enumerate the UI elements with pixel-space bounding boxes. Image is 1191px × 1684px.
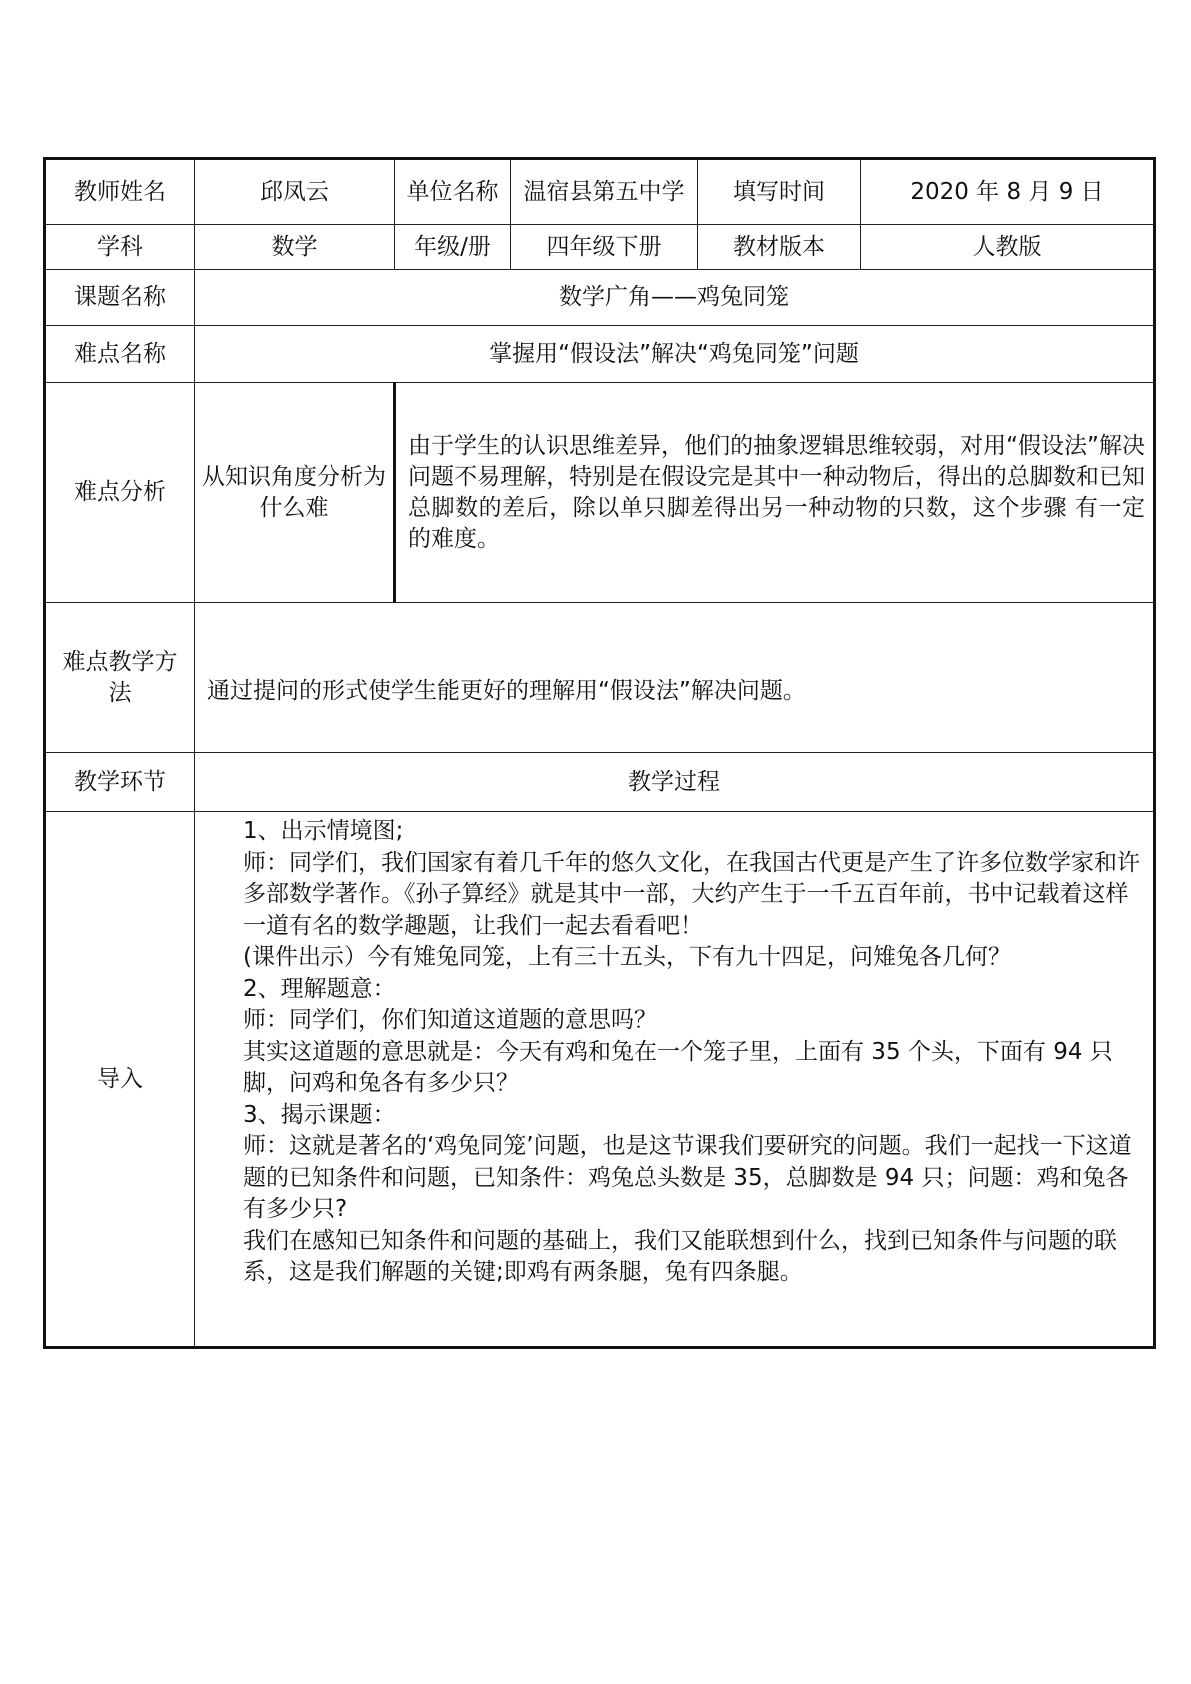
lesson-plan-form	[43, 157, 1153, 1349]
intro-line-7: 3、揭示课题：	[243, 1101, 396, 1128]
method-label: 难点教学方法	[45, 603, 195, 753]
lesson-plan-table	[43, 157, 1156, 1349]
difficulty-row	[45, 326, 1155, 383]
intro-line-3: (课件出示）今有雉兔同笼，上有三十五头，下有九十四足，问雉兔各几何？	[243, 944, 1011, 970]
edition-value: 人教版	[861, 225, 1155, 270]
topic-row	[45, 270, 1155, 326]
analysis-label: 难点分析	[45, 383, 195, 603]
analysis-row	[45, 383, 1155, 603]
topic-value: 数学广角——鸡兔同笼	[195, 270, 1155, 326]
grade-value: 四年级下册	[511, 225, 698, 270]
intro-row	[45, 812, 1155, 1348]
difficulty-label: 难点名称	[45, 326, 195, 383]
header-row	[45, 159, 1155, 225]
intro-line-6: 其实这道题的意思就是：今天有鸡和兔在一个笼子里，上面有 35 个头，下面有 94 只脚，问鸡和兔各有多少只？	[243, 1038, 1113, 1096]
intro-line-2: 师：同学们，我们国家有着几千年的悠久文化，在我国古代更是产生了许多位数学家和许多部数学著作。《孙子算经》就是其中一部，大约产生于一千五百年前，书中记载着这样一道有名的数学趣题，让我们一起去看看吧！	[243, 849, 1140, 939]
intro-label: 导入	[45, 812, 195, 1348]
intro-line-4: 2、理解题意：	[243, 975, 396, 1002]
analysis-text: 由于学生的认识思维差异，他们的抽象逻辑思维较弱，对用“假设法”解决问题不易理解，特别是在假设完是其中一种动物后，得出的总脚数和已知总脚数的差后，除以单只脚差得出另一种动物的只数，这个步骤 有一定的难度。	[408, 432, 1145, 552]
process-header-value: 教学过程	[195, 753, 1155, 812]
intro-line-5: 师：同学们，你们知道这道题的意思吗？	[243, 1007, 657, 1033]
intro-line-8: 师：这就是著名的‘鸡兔同笼’问题，也是这节课我们要研究的问题。我们一起找一下这道题的已知条件和问题，已知条件：鸡兔总头数是 35，总脚数是 94 只；问题：鸡和兔各有多少只?	[243, 1133, 1132, 1222]
subject-value: 数学	[195, 225, 395, 270]
process-stage-label: 教学环节	[45, 753, 195, 812]
analysis-text-cell	[395, 383, 1155, 603]
teacher-label: 教师姓名	[45, 159, 195, 225]
method-text: 通过提问的形式使学生能更好的理解用“假设法”解决问题。	[195, 603, 1155, 753]
unit-label: 单位名称	[395, 159, 511, 225]
edition-label: 教材版本	[698, 225, 861, 270]
topic-label: 课题名称	[45, 270, 195, 326]
process-header-row	[45, 753, 1155, 812]
teacher-value: 邱凤云	[195, 159, 395, 225]
intro-line-1: 1、出示情境图;	[243, 818, 404, 844]
date-value: 2020 年 8 月 9 日	[861, 159, 1155, 225]
method-row	[45, 603, 1155, 753]
intro-line-9: 我们在感知已知条件和问题的基础上，我们又能联想到什么，找到已知条件与问题的联系，这是我们解题的关键;即鸡有两条腿，兔有四条腿。	[243, 1227, 1117, 1285]
grade-label: 年级/册	[395, 225, 511, 270]
date-label: 填写时间	[698, 159, 861, 225]
difficulty-value: 掌握用“假设法”解决“鸡兔同笼”问题	[195, 326, 1155, 383]
unit-value: 温宿县第五中学	[511, 159, 698, 225]
analysis-sub-label: 从知识角度分析为什么难	[195, 383, 395, 603]
subject-label: 学科	[45, 225, 195, 270]
intro-process-cell	[195, 812, 1155, 1348]
subject-row	[45, 225, 1155, 270]
